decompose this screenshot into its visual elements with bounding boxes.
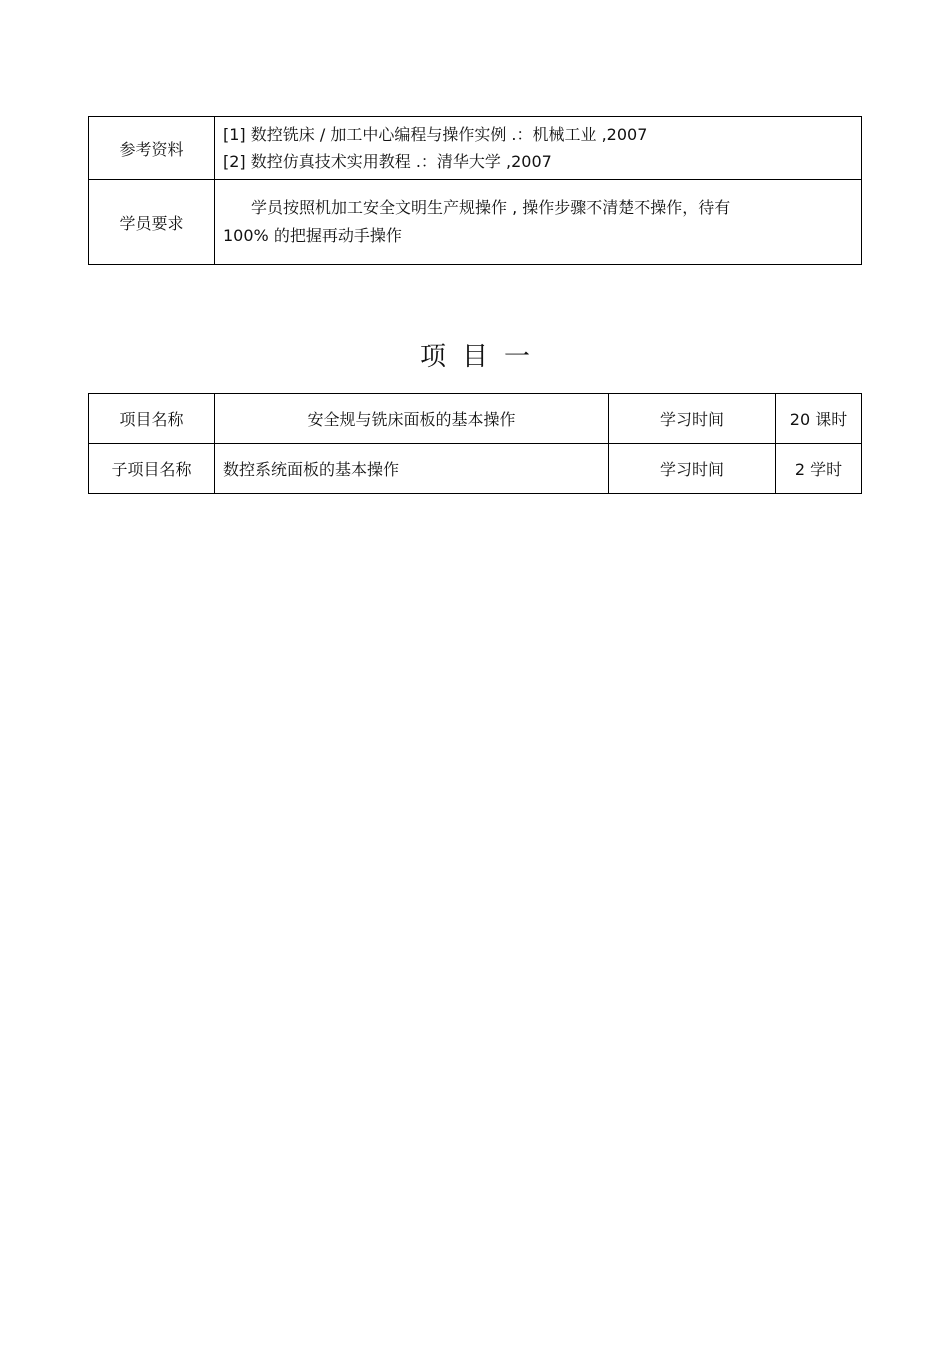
reference-item-2: [2] 数控仿真技术实用教程 .：清华大学 ,2007 xyxy=(223,152,552,171)
project-table xyxy=(88,393,862,494)
references-label: 参考资料 xyxy=(89,117,215,180)
subproject-time-value: 2 学时 xyxy=(776,444,862,494)
project-name-value: 安全规与铣床面板的基本操作 xyxy=(215,394,609,444)
subproject-name-value: 数控系统面板的基本操作 xyxy=(215,444,609,494)
subproject-name-label: 子项目名称 xyxy=(89,444,215,494)
references-content xyxy=(215,117,862,180)
references-row xyxy=(89,117,862,180)
project-time-label: 学习时间 xyxy=(609,394,776,444)
requirements-content xyxy=(215,180,862,265)
project-row xyxy=(89,394,862,444)
reference-item-1: [1] 数控铣床 / 加工中心编程与操作实例 .：机械工业 ,2007 xyxy=(223,125,648,144)
requirements-row xyxy=(89,180,862,265)
project-name-label: 项目名称 xyxy=(89,394,215,444)
project-time-value: 20 课时 xyxy=(776,394,862,444)
project-heading: 项目一 xyxy=(419,342,546,372)
subproject-time-label: 学习时间 xyxy=(609,444,776,494)
requirements-label: 学员要求 xyxy=(89,180,215,265)
subproject-row xyxy=(89,444,862,494)
requirements-line-2: 100% 的把握再动手操作 xyxy=(223,226,402,245)
requirements-line-1: 学员按照机加工安全文明生产规操作 , 操作步骤不清楚不操作，待有 xyxy=(251,198,731,217)
reference-requirements-table xyxy=(88,116,862,265)
